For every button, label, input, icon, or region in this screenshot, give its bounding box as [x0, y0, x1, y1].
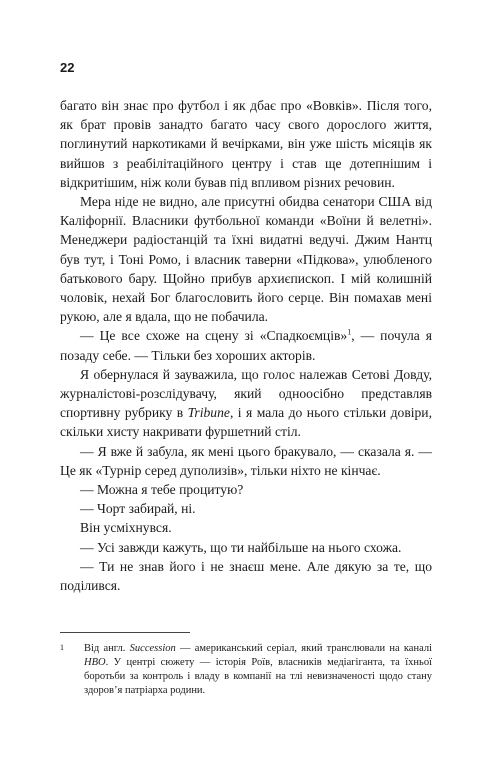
paragraph-text: , — почула я позаду себе. — Тільки без хороших акторів. — [60, 328, 433, 363]
footnote-prefix: Від англ. — [84, 643, 130, 654]
paragraph: Він усміхнувся. — [80, 520, 172, 536]
footnote-divider — [60, 632, 190, 633]
paragraph — [60, 365, 432, 442]
footnote-mark: 1 — [60, 643, 64, 652]
footnote-reference[interactable]: 1 — [347, 327, 352, 337]
paragraph: — Усі завжди кажуть, що ти найбільше на нього схожа. — [80, 539, 402, 555]
paragraph: багато він знає про футбол і як дбає про «Вовків». Після того, як брат провів занадто багато часу свого дорослого життя, поглинутий наркотиками й вечірками, він уже шість місяців як вийшов з реабілітаційного центру і став ще дотепнішим і відкритішим, ніж коли бував під впливом різних речовин. — [60, 98, 432, 190]
footnote-suffix: . У центрі сюжету — історія Роїв, власників медіагіганта, та їхньої боротьби за контроль і владу в компанії на тлі невизначеності щодо стану здоров’я патріарха родини. — [84, 657, 432, 696]
footnote-text — [84, 642, 432, 698]
footnote-mid: — американський серіал, який транслювали на каналі — [175, 643, 432, 654]
paragraph-text: , і я мала до нього стільки довіри, скільки хисту накривати фуршетний стіл. — [60, 405, 432, 440]
paragraph: Мера ніде не видно, але присутні обидва сенатори США від Каліфорнії. Власники футбольної команди «Воїни й велетні». Менеджери радіостанцій та їхні видатні ведучі. Джим Нантц був тут, і Тоні Ромо, і власник таверни «Підкова», улюбленого батькового бару. Щойно прибув архиєпископ. І мій колишній чоловік, нехай Бог благословить його серце. Він помахав мені рукою, але я вдала, що не побачила. — [60, 194, 432, 325]
paragraph-text: Я обернулася й зауважила, що голос належав Сетові Довду, журналістові-розслідувачу, який одноосібно представляв спортивну рубрику в — [60, 366, 432, 421]
page-number: 22 — [60, 60, 75, 75]
paragraph: — Можна я тебе процитую? — [80, 482, 244, 498]
footnote-title: Succession — [129, 643, 176, 654]
paragraph: — Чорт забирай, ні. — [80, 501, 196, 517]
body-text — [60, 96, 432, 595]
paragraph: — Ти не знав його і не знаєш мене. Але дякую за те, що поділився. — [60, 558, 432, 594]
footnote — [60, 642, 432, 698]
italic-title: Tribune — [187, 405, 230, 421]
footnote-channel: HBO — [84, 657, 106, 668]
paragraph: — Я вже й забула, як мені цього бракувало, — сказала я. — Це як «Турнір серед дуполизів», тільки ніхто не кінчає. — [60, 443, 432, 478]
paragraph — [60, 326, 432, 364]
paragraph-text: — Це все схоже на сцену зі «Спадкоємців» — [80, 328, 348, 344]
